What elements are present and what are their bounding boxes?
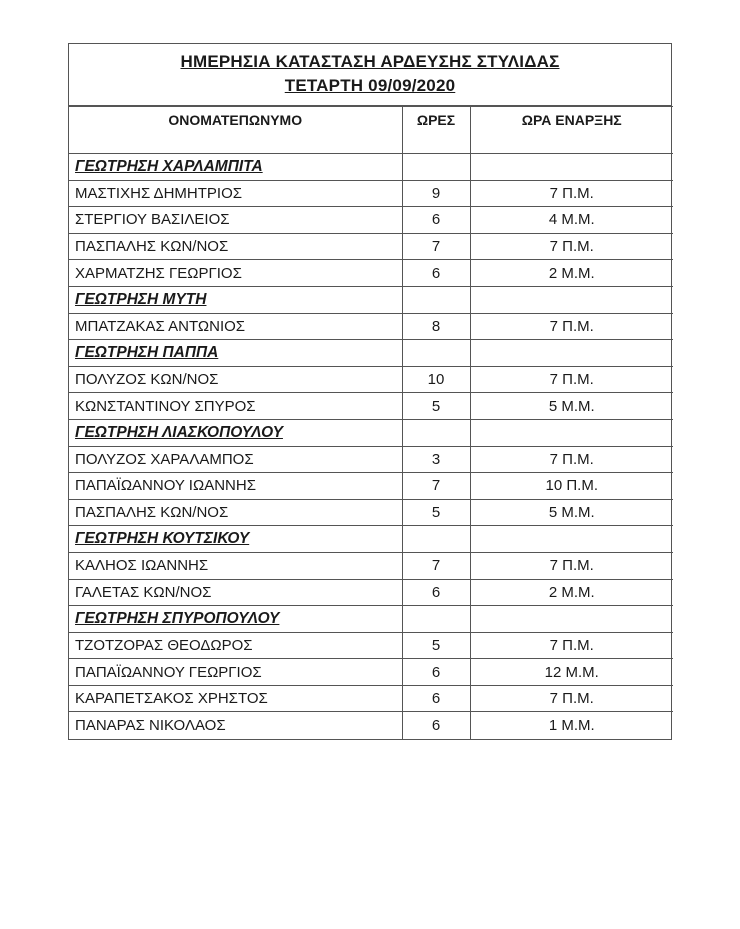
table-header-row [69, 107, 673, 154]
borehole-group-row [69, 340, 673, 367]
hours-cell: 6 [402, 659, 470, 686]
farmer-name-cell: ΚΑΡΑΠΕΤΣΑΚΟΣ ΧΡΗΣΤΟΣ [69, 685, 402, 712]
start-time-cell: 7 Π.Μ. [470, 552, 673, 579]
empty-cell [402, 419, 470, 446]
start-time-cell: 2 Μ.Μ. [470, 579, 673, 606]
table-row [69, 712, 673, 739]
farmer-name-cell: ΠΟΛΥΖΟΣ ΧΑΡΑΛΑΜΠΟΣ [69, 446, 402, 473]
borehole-name: ΓΕΩΤΡΗΣΗ ΜΥΤΗ [69, 286, 402, 313]
farmer-name-cell: ΠΑΣΠΑΛΗΣ ΚΩΝ/ΝΟΣ [69, 233, 402, 260]
farmer-name-cell: ΤΖΟΤΖΟΡΑΣ ΘΕΟΔΩΡΟΣ [69, 632, 402, 659]
column-header-hours: ΩΡΕΣ [402, 107, 470, 154]
start-time-cell: 5 Μ.Μ. [470, 393, 673, 420]
farmer-name-cell: ΜΠΑΤΖΑΚΑΣ ΑΝΤΩΝΙΟΣ [69, 313, 402, 340]
empty-cell [402, 606, 470, 633]
start-time-cell: 1 Μ.Μ. [470, 712, 673, 739]
hours-cell: 6 [402, 685, 470, 712]
farmer-name-cell: ΠΑΝΑΡΑΣ ΝΙΚΟΛΑΟΣ [69, 712, 402, 739]
start-time-cell: 5 Μ.Μ. [470, 499, 673, 526]
hours-cell: 7 [402, 552, 470, 579]
table-row [69, 233, 673, 260]
column-header-name: ΟΝΟΜΑΤΕΠΩΝΥΜΟ [69, 107, 402, 154]
farmer-name-cell: ΚΑΛΗΟΣ ΙΩΑΝΝΗΣ [69, 552, 402, 579]
start-time-cell: 7 Π.Μ. [470, 313, 673, 340]
start-time-cell: 7 Π.Μ. [470, 685, 673, 712]
borehole-name: ΓΕΩΤΡΗΣΗ ΚΟΥΤΣΙΚΟΥ [69, 526, 402, 553]
table-row [69, 685, 673, 712]
hours-cell: 3 [402, 446, 470, 473]
start-time-cell: 7 Π.Μ. [470, 366, 673, 393]
hours-cell: 5 [402, 393, 470, 420]
empty-cell [402, 154, 470, 181]
hours-cell: 6 [402, 579, 470, 606]
start-time-cell: 4 Μ.Μ. [470, 207, 673, 234]
start-time-cell: 7 Π.Μ. [470, 446, 673, 473]
start-time-cell: 12 Μ.Μ. [470, 659, 673, 686]
start-time-cell: 7 Π.Μ. [470, 180, 673, 207]
borehole-group-row [69, 606, 673, 633]
column-header-start-time: ΩΡΑ ΕΝΑΡΞΗΣ [470, 107, 673, 154]
empty-cell [402, 526, 470, 553]
hours-cell: 6 [402, 712, 470, 739]
borehole-name: ΓΕΩΤΡΗΣΗ ΧΑΡΛΑΜΠΙΤΑ [69, 154, 402, 181]
empty-cell [470, 419, 673, 446]
hours-cell: 8 [402, 313, 470, 340]
farmer-name-cell: ΓΑΛΕΤΑΣ ΚΩΝ/ΝΟΣ [69, 579, 402, 606]
borehole-name: ΓΕΩΤΡΗΣΗ ΛΙΑΣΚΟΠΟΥΛΟΥ [69, 419, 402, 446]
borehole-group-row [69, 286, 673, 313]
table-row [69, 260, 673, 287]
hours-cell: 5 [402, 632, 470, 659]
borehole-group-row [69, 154, 673, 181]
empty-cell [402, 286, 470, 313]
empty-cell [470, 340, 673, 367]
start-time-cell: 7 Π.Μ. [470, 632, 673, 659]
table-row [69, 473, 673, 500]
table-row [69, 632, 673, 659]
farmer-name-cell: ΧΑΡΜΑΤΖΗΣ ΓΕΩΡΓΙΟΣ [69, 260, 402, 287]
table-row [69, 446, 673, 473]
table-row [69, 180, 673, 207]
farmer-name-cell: ΠΟΛΥΖΟΣ ΚΩΝ/ΝΟΣ [69, 366, 402, 393]
empty-cell [470, 526, 673, 553]
empty-cell [470, 606, 673, 633]
hours-cell: 6 [402, 260, 470, 287]
table-row [69, 207, 673, 234]
table-row [69, 552, 673, 579]
hours-cell: 5 [402, 499, 470, 526]
hours-cell: 10 [402, 366, 470, 393]
empty-cell [470, 286, 673, 313]
empty-cell [402, 340, 470, 367]
farmer-name-cell: ΠΑΣΠΑΛΗΣ ΚΩΝ/ΝΟΣ [69, 499, 402, 526]
hours-cell: 7 [402, 233, 470, 260]
table-row [69, 313, 673, 340]
borehole-name: ΓΕΩΤΡΗΣΗ ΣΠΥΡΟΠΟΥΛΟΥ [69, 606, 402, 633]
schedule-table [69, 106, 673, 739]
start-time-cell: 10 Π.Μ. [470, 473, 673, 500]
farmer-name-cell: ΠΑΠΑΪΩΑΝΝΟΥ ΙΩΑΝΝΗΣ [69, 473, 402, 500]
table-row [69, 659, 673, 686]
table-row [69, 366, 673, 393]
document-date: ΤΕΤΑΡΤΗ 09/09/2020 [284, 76, 456, 95]
borehole-name: ΓΕΩΤΡΗΣΗ ΠΑΠΠΑ [69, 340, 402, 367]
farmer-name-cell: ΣΤΕΡΓΙΟΥ ΒΑΣΙΛΕΙΟΣ [69, 207, 402, 234]
farmer-name-cell: ΠΑΠΑΪΩΑΝΝΟΥ ΓΕΩΡΓΙΟΣ [69, 659, 402, 686]
irrigation-schedule-sheet [68, 43, 672, 740]
hours-cell: 6 [402, 207, 470, 234]
title-block [69, 44, 671, 106]
hours-cell: 9 [402, 180, 470, 207]
table-row [69, 393, 673, 420]
start-time-cell: 7 Π.Μ. [470, 233, 673, 260]
borehole-group-row [69, 419, 673, 446]
table-row [69, 579, 673, 606]
table-row [69, 499, 673, 526]
farmer-name-cell: ΜΑΣΤΙΧΗΣ ΔΗΜΗΤΡΙΟΣ [69, 180, 402, 207]
farmer-name-cell: ΚΩΝΣΤΑΝΤΙΝΟΥ ΣΠΥΡΟΣ [69, 393, 402, 420]
start-time-cell: 2 Μ.Μ. [470, 260, 673, 287]
borehole-group-row [69, 526, 673, 553]
hours-cell: 7 [402, 473, 470, 500]
document-title: ΗΜΕΡΗΣΙΑ ΚΑΤΑΣΤΑΣΗ ΑΡΔΕΥΣΗΣ ΣΤΥΛΙΔΑΣ [180, 52, 560, 71]
empty-cell [470, 154, 673, 181]
